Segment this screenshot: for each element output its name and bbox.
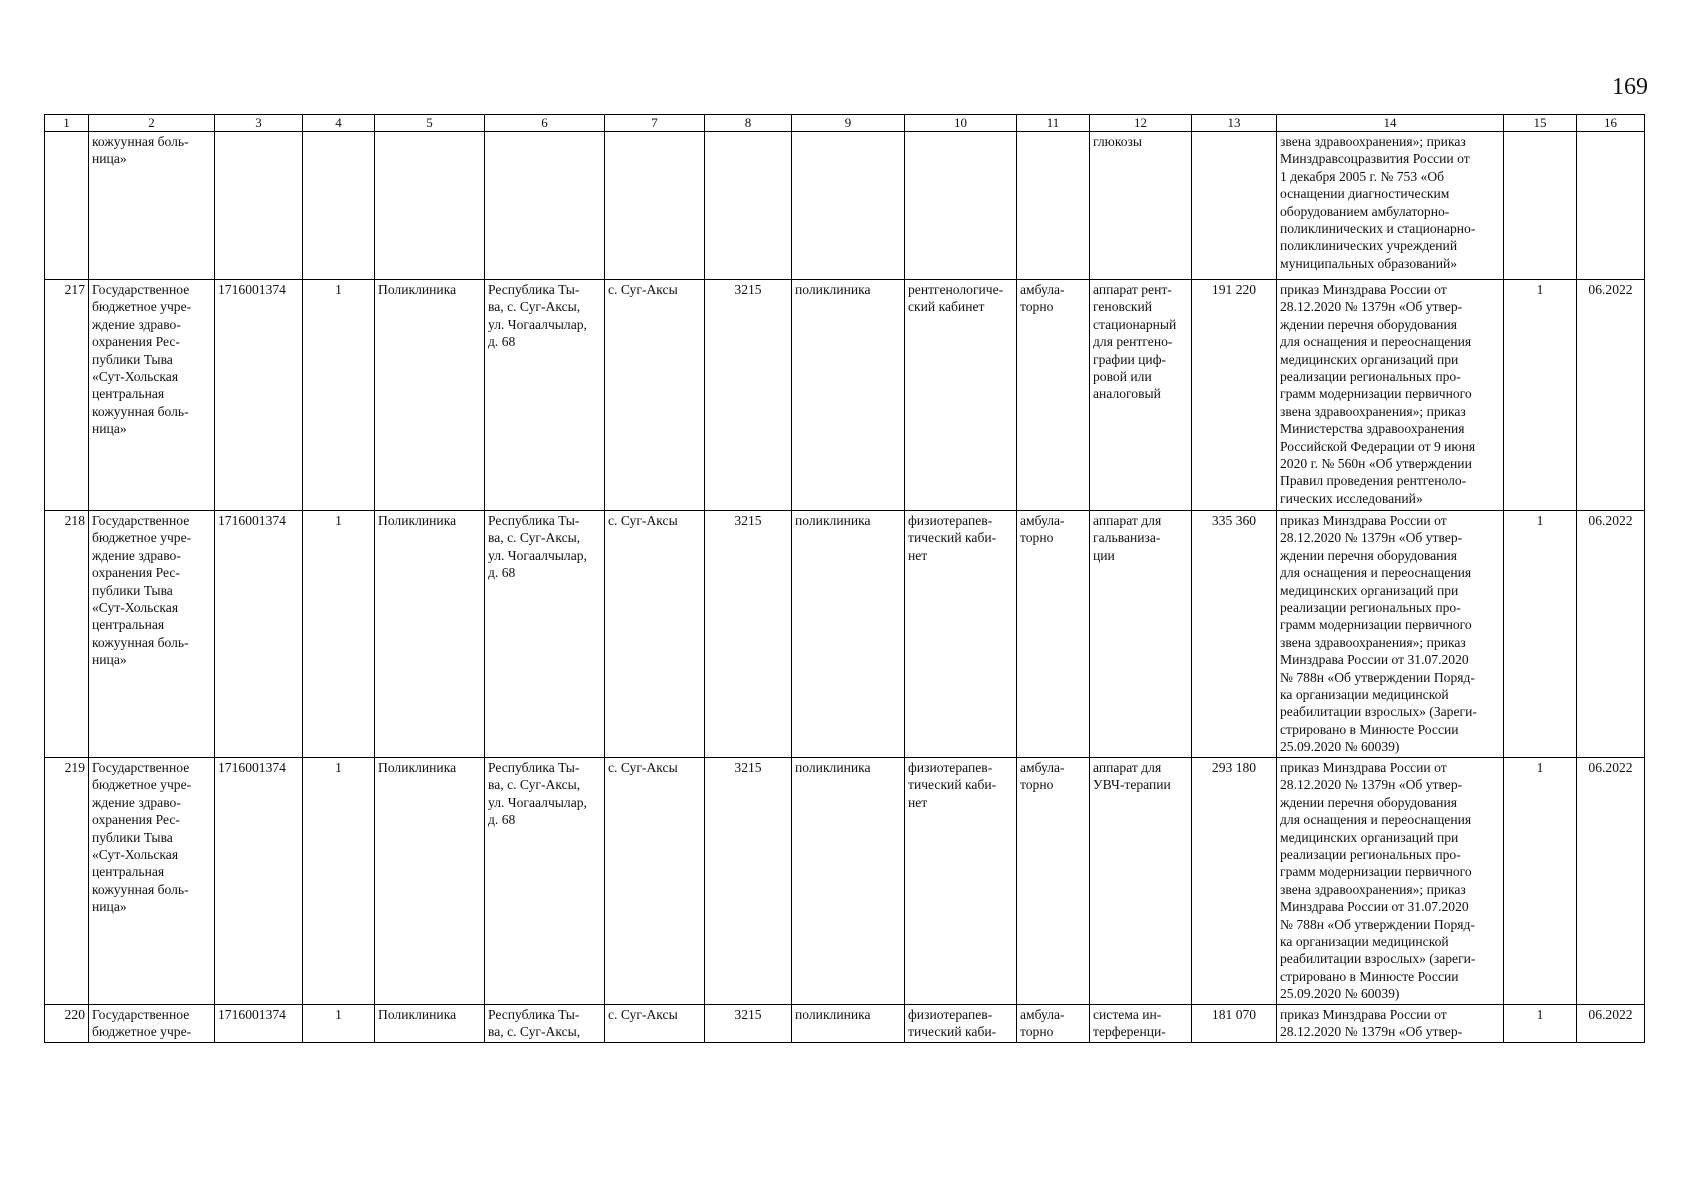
table-cell	[1192, 132, 1277, 280]
count-cell: 1	[303, 280, 375, 511]
department-cell: поликлиника	[792, 511, 905, 758]
organization-name: Государственное бюджетное учре- ждение здраво- охранения Рес- публики Тыва «Сут-Хольская центральная кожуунная боль- ница»	[89, 511, 215, 758]
quantity-cell: 1	[1504, 280, 1577, 511]
column-header: 11	[1017, 115, 1090, 132]
table-row	[45, 280, 1645, 511]
organization-name: Государственное бюджетное учре- ждение здраво- охранения Рес- публики Тыва «Сут-Хольская центральная кожуунная боль- ница»	[89, 280, 215, 511]
care-mode-cell: амбула- торно	[1017, 1005, 1090, 1043]
column-header: 7	[605, 115, 705, 132]
column-header: 2	[89, 115, 215, 132]
cabinet-cell: физиотерапев- тический каби-	[905, 1005, 1017, 1043]
quantity-cell: 1	[1504, 1005, 1577, 1043]
date-cell: 06.2022	[1577, 280, 1645, 511]
quantity-cell: 1	[1504, 511, 1577, 758]
equipment-table	[44, 114, 1645, 1043]
table-cell	[792, 132, 905, 280]
count-cell: 1	[303, 1005, 375, 1043]
table-row	[45, 758, 1645, 1005]
address-cell: Республика Ты- ва, с. Суг-Аксы, ул. Чогаалчылар, д. 68	[485, 758, 605, 1005]
department-cell: поликлиника	[792, 1005, 905, 1043]
column-header: 15	[1504, 115, 1577, 132]
legal-basis: приказ Минздрава России от 28.12.2020 № 1379н «Об утвер-	[1277, 1005, 1504, 1043]
care-mode-cell: амбула- торно	[1017, 511, 1090, 758]
code-cell: 3215	[705, 758, 792, 1005]
column-header: 10	[905, 115, 1017, 132]
care-mode-cell: амбула- торно	[1017, 758, 1090, 1005]
address-cell: Республика Ты- ва, с. Суг-Аксы,	[485, 1005, 605, 1043]
table-cell	[375, 132, 485, 280]
code-cell: 3215	[705, 511, 792, 758]
quantity-cell: 1	[1504, 758, 1577, 1005]
date-cell: 06.2022	[1577, 758, 1645, 1005]
legal-basis: приказ Минздрава России от 28.12.2020 № 1379н «Об утвер- ждении перечня оборудования для оснащения и переоснащения медицинских организаций при реализации региональных про- грамм модернизации первичного звена здравоохранения»; приказ Минздрава России от 31.07.2020 № 788н «Об утверждении Поряд- ка организации медицинской реабилитации взрослых» (зареги- стрировано в Минюсте России 25.09.2020 № 60039)	[1277, 758, 1504, 1005]
equipment-name: система ин- терференци-	[1090, 1005, 1192, 1043]
code-cell: 3215	[705, 280, 792, 511]
table-cell	[1277, 132, 1504, 280]
column-header: 3	[215, 115, 303, 132]
count-cell: 1	[303, 511, 375, 758]
column-header: 14	[1277, 115, 1504, 132]
legal-basis: приказ Минздрава России от 28.12.2020 № 1379н «Об утвер- ждении перечня оборудования для оснащения и переоснащения медицинских организаций при реализации региональных про- грамм модернизации первичного звена здравоохранения»; приказ Минздрава России от 31.07.2020 № 788н «Об утверждении Поряд- ка организации медицинской реабилитации взрослых» (Зареги- стрировано в Минюсте России 25.09.2020 № 60039)	[1277, 511, 1504, 758]
column-header: 12	[1090, 115, 1192, 132]
table-cell	[705, 132, 792, 280]
column-header: 1	[45, 115, 89, 132]
table-row	[45, 1005, 1645, 1043]
settlement-cell: с. Суг-Аксы	[605, 511, 705, 758]
cabinet-cell: рентгенологиче- ский кабинет	[905, 280, 1017, 511]
organization-name: Государственное бюджетное учре-	[89, 1005, 215, 1043]
organization-name: Государственное бюджетное учре- ждение здраво- охранения Рес- публики Тыва «Сут-Хольская центральная кожуунная боль- ница»	[89, 758, 215, 1005]
address-cell: Республика Ты- ва, с. Суг-Аксы, ул. Чогаалчылар, д. 68	[485, 511, 605, 758]
settlement-cell: с. Суг-Аксы	[605, 1005, 705, 1043]
care-mode-cell: амбула- торно	[1017, 280, 1090, 511]
table-cell	[303, 132, 375, 280]
inn-cell: 1716001374	[215, 280, 303, 511]
table-cell	[1577, 132, 1645, 280]
price-cell: 293 180	[1192, 758, 1277, 1005]
department-cell: поликлиника	[792, 758, 905, 1005]
table-cell	[605, 132, 705, 280]
cabinet-cell: физиотерапев- тический каби- нет	[905, 511, 1017, 758]
price-cell: 191 220	[1192, 280, 1277, 511]
row-number: 218	[45, 511, 89, 758]
column-header: 5	[375, 115, 485, 132]
equipment-name: аппарат для УВЧ-терапии	[1090, 758, 1192, 1005]
table-cell	[89, 132, 215, 280]
date-cell: 06.2022	[1577, 1005, 1645, 1043]
settlement-cell: с. Суг-Аксы	[605, 280, 705, 511]
column-header: 8	[705, 115, 792, 132]
table-cell	[215, 132, 303, 280]
inn-cell: 1716001374	[215, 758, 303, 1005]
equipment-name: глюкозы	[1093, 134, 1143, 149]
column-header: 9	[792, 115, 905, 132]
inn-cell: 1716001374	[215, 1005, 303, 1043]
code-cell: 3215	[705, 1005, 792, 1043]
date-cell: 06.2022	[1577, 511, 1645, 758]
page-number: 169	[1612, 74, 1648, 100]
legal-basis: звена здравоохранения»; приказ Минздравсоцразвития России от 1 декабря 2005 г. № 753 «Об оснащении диагностическим оборудованием амбулаторно- поликлинических и стационарно- поликлинических учреждений муниципальных образований»	[1280, 134, 1476, 271]
column-header: 16	[1577, 115, 1645, 132]
facility-type: Поликлиника	[375, 758, 485, 1005]
address-cell: Республика Ты- ва, с. Суг-Аксы, ул. Чогаалчылар, д. 68	[485, 280, 605, 511]
facility-type: Поликлиника	[375, 511, 485, 758]
column-number-row	[45, 115, 1645, 132]
table-cell	[1504, 132, 1577, 280]
column-header: 4	[303, 115, 375, 132]
equipment-name: аппарат для гальваниза- ции	[1090, 511, 1192, 758]
department-cell: поликлиника	[792, 280, 905, 511]
table-cell	[905, 132, 1017, 280]
settlement-cell: с. Суг-Аксы	[605, 758, 705, 1005]
row-number: 219	[45, 758, 89, 1005]
cabinet-cell: физиотерапев- тический каби- нет	[905, 758, 1017, 1005]
table-cell	[485, 132, 605, 280]
legal-basis: приказ Минздрава России от 28.12.2020 № 1379н «Об утвер- ждении перечня оборудования для оснащения и переоснащения медицинских организаций при реализации региональных про- грамм модернизации первичного звена здравоохранения»; приказ Министерства здравоохранения Российской Федерации от 9 июня 2020 г. № 560н «Об утверждении Правил проведения рентгеноло- гических исследований»	[1277, 280, 1504, 511]
table-cell	[1090, 132, 1192, 280]
facility-type: Поликлиника	[375, 280, 485, 511]
price-cell: 335 360	[1192, 511, 1277, 758]
price-cell: 181 070	[1192, 1005, 1277, 1043]
continuation-row	[45, 132, 1645, 280]
count-cell: 1	[303, 758, 375, 1005]
column-header: 13	[1192, 115, 1277, 132]
organization-name: кожуунная боль- ница»	[92, 134, 189, 167]
inn-cell: 1716001374	[215, 511, 303, 758]
table-cell	[1017, 132, 1090, 280]
row-number: 217	[45, 280, 89, 511]
table-cell	[45, 132, 89, 280]
table-row	[45, 511, 1645, 758]
row-number: 220	[45, 1005, 89, 1043]
column-header: 6	[485, 115, 605, 132]
facility-type: Поликлиника	[375, 1005, 485, 1043]
equipment-name: аппарат рент- геновский стационарный для рентгено- графии циф- ровой или аналоговый	[1090, 280, 1192, 511]
